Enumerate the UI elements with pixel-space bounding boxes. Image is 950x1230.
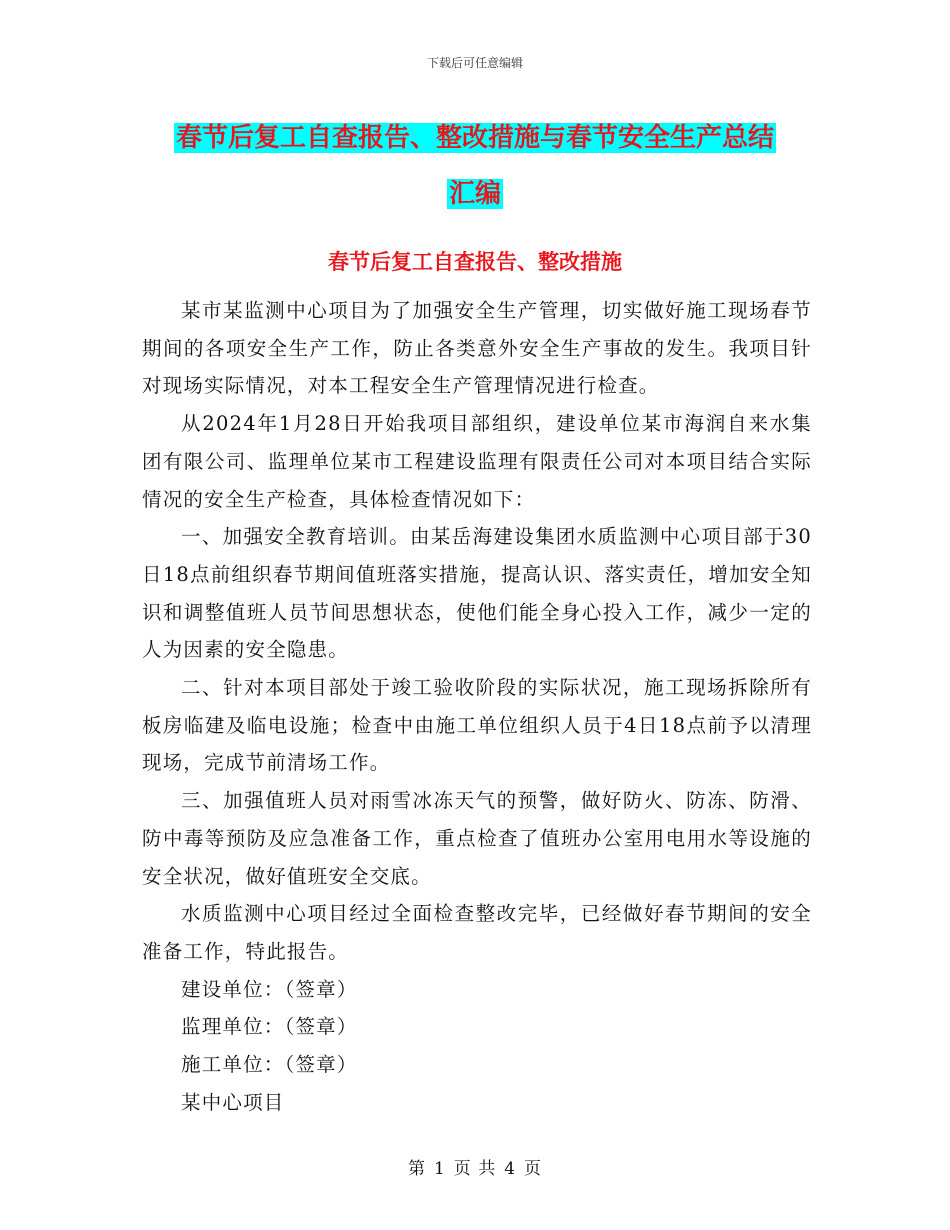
document-title: [0, 110, 950, 222]
paragraph: 二、针对本项目部处于竣工验收阶段的实际状况，施工现场拆除所有板房临建及临电设施；检查中由施工单位组织人员于4日18点前予以清理现场，完成节前清场工作。: [142, 676, 812, 775]
footer-suffix: 页: [524, 1159, 543, 1179]
signature-line-project: 某中心项目: [181, 1090, 285, 1114]
footer-middle: 页 共: [453, 1159, 497, 1179]
signature-line-construction: 建设单位：（签章）: [181, 977, 358, 1001]
header-note: 下载后可任意编辑: [426, 56, 523, 70]
page-number: 1: [433, 1159, 446, 1179]
page-footer: [0, 1154, 950, 1179]
title-line-2: 汇编: [448, 179, 501, 209]
title-line-1: 春节后复工自查报告、整改措施与春节安全生产总结: [175, 123, 774, 153]
section-title: 春节后复工自查报告、整改措施: [328, 249, 622, 274]
page-total: 4: [504, 1159, 517, 1179]
footer-prefix: 第: [407, 1159, 426, 1179]
paragraph: 从2024年1月28日开始我项目部组织，建设单位某市海润自来水集团有限公司、监理单位某市工程建设监理有限责任公司对本项目结合实际情况的安全生产检查，具体检查情况如下：: [142, 412, 812, 511]
signature-line-supervision: 监理单位：（签章）: [181, 1015, 358, 1039]
paragraph: 水质监测中心项目经过全面检查整改完毕，已经做好春节期间的安全准备工作，特此报告。: [142, 902, 812, 963]
paragraph: 一、加强安全教育培训。由某岳海建设集团水质监测中心项目部于30日18点前组织春节期间值班落实措施，提高认识、落实责任，增加安全知识和调整值班人员节间思想状态，使他们能全身心投入工作，减少一定的人为因素的安全隐患。: [142, 525, 812, 662]
document-body: [142, 292, 812, 1121]
signature-line-contractor: 施工单位：（签章）: [181, 1053, 358, 1077]
paragraph: 三、加强值班人员对雨雪冰冻天气的预警，做好防火、防冻、防滑、防中毒等预防及应急准备工作，重点检查了值班办公室用电用水等设施的安全状况，做好值班安全交底。: [142, 789, 812, 888]
paragraph: 某市某监测中心项目为了加强安全生产管理，切实做好施工现场春节期间的各项安全生产工作，防止各类意外安全生产事故的发生。我项目针对现场实际情况，对本工程安全生产管理情况进行检查。: [142, 299, 812, 398]
